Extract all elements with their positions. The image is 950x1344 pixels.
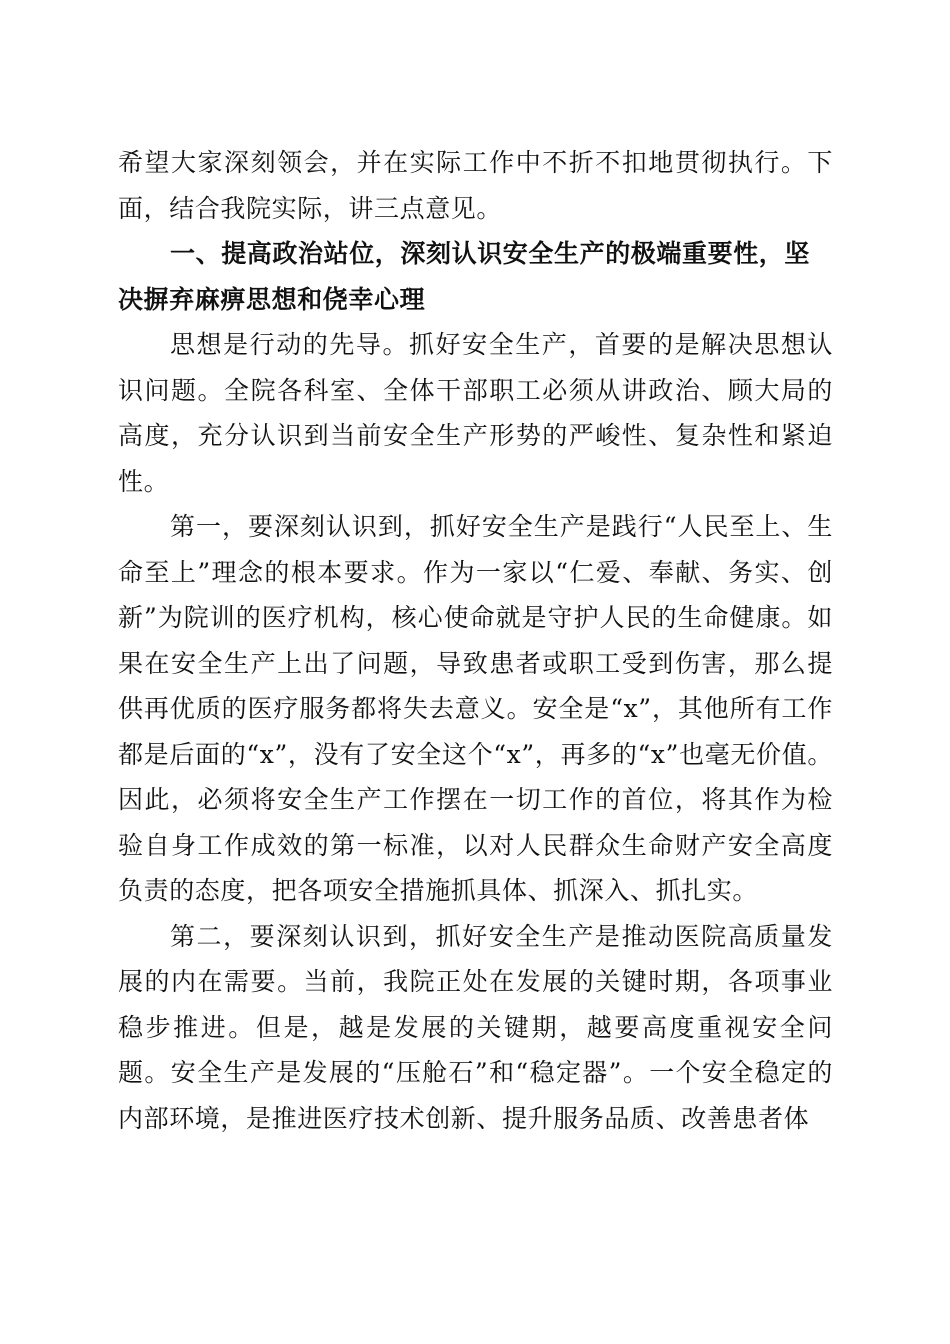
- paragraph-opening: 希望大家深刻领会，并在实际工作中不折不扣地贯彻执行。下面，结合我院实际，讲三点意见。: [118, 148, 833, 223]
- paragraph-point-second: 第二，要深刻认识到，抓好安全生产是推动医院高质量发展的内在需要。当前，我院正处在发展的关键时期，各项事业稳步推进。但是，越是发展的关键期，越要高度重视安全问题。安全生产是发展的“压舱石”和“稳定器”。一个安全稳定的内部环境，是推进医疗技术创新、提升服务品质、改善患者体: [118, 921, 833, 1133]
- document-body: [118, 140, 833, 1141]
- paragraph-point-first: 第一，要深刻认识到，抓好安全生产是践行“人民至上、生命至上”理念的根本要求。作为一家以“仁爱、奉献、务实、创新”为院训的医疗机构，核心使命就是守护人民的生命健康。如果在安全生产上出了问题，导致患者或职工受到伤害，那么提供再优质的医疗服务都将失去意义。安全是“x”，其他所有工作都是后面的“x”，没有了安全这个“x”，再多的“x”也毫无价值。因此，必须将安全生产工作摆在一切工作的首位，将其作为检验自身工作成效的第一标准，以对人民群众生命财产安全高度负责的态度，把各项安全措施抓具体、抓深入、抓扎实。: [118, 512, 833, 905]
- section-heading-1: 一、提高政治站位，深刻认识安全生产的极端重要性，坚决摒弃麻痹思想和侥幸心理: [118, 239, 811, 314]
- paragraph-thought-guide: 思想是行动的先导。抓好安全生产，首要的是解决思想认识问题。全院各科室、全体干部职工必须从讲政治、顾大局的高度，充分认识到当前安全生产形势的严峻性、复杂性和紧迫性。: [118, 330, 833, 496]
